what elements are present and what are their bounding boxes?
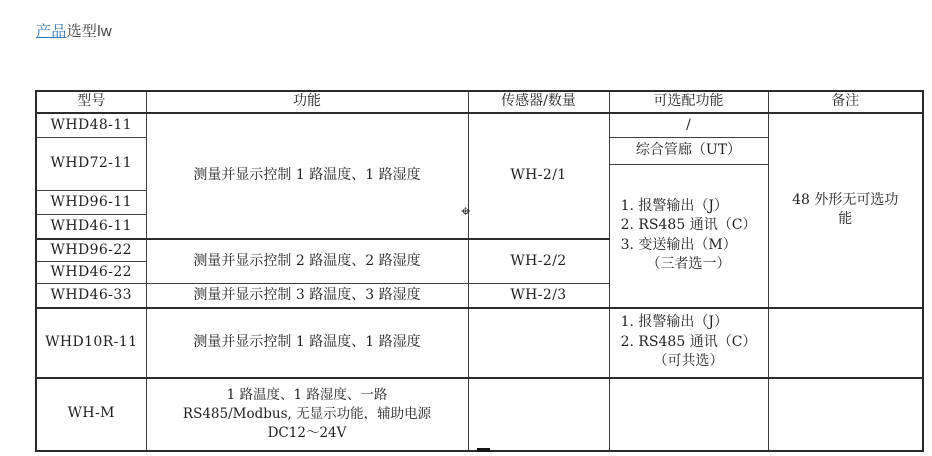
remark-text: 48 外形无可选功能 [792, 191, 899, 228]
optional-note: （三者选一） [646, 256, 731, 273]
header-model: 型号 [36, 91, 146, 113]
optional-cell-none: / [609, 113, 768, 138]
optional-cell-whd10r [609, 308, 768, 378]
function-line: DC12～24V [267, 424, 347, 441]
sensor-cell-empty [468, 378, 609, 451]
header-optional: 可选配功能 [609, 91, 768, 113]
model-cell-whd46-22: WHD46-22 [36, 262, 146, 284]
remark-cell-empty [768, 308, 923, 378]
function-cell-group3: 测量并显示控制 3 路温度、3 路湿度 [146, 284, 468, 308]
header-remark: 备注 [768, 91, 923, 113]
model-cell-wh-m: WH-M [36, 378, 146, 451]
sensor-cell-group1: WH-2/1 [468, 113, 609, 239]
header-sensor: 传感器/数量 [468, 91, 609, 113]
optional-line: 2. RS485 通讯（C） [620, 333, 757, 350]
optional-cell-tunnel: 综合管廊（UT） [609, 138, 768, 165]
sensor-cell-group3: WH-2/3 [468, 284, 609, 308]
model-cell-whd72-11: WHD72-11 [36, 138, 146, 191]
model-cell-whd46-11: WHD46-11 [36, 215, 146, 239]
text-cursor-mark [477, 448, 490, 452]
model-cell-whd46-33: WHD46-33 [36, 284, 146, 308]
table-row [36, 378, 923, 451]
page-title-rest: 选型lw [66, 23, 112, 40]
page-title [36, 20, 112, 41]
optional-cell-group [609, 165, 768, 308]
optional-line: 1. 报警输出（J） [620, 197, 728, 214]
remark-cell-group [768, 113, 923, 308]
function-cell-group2: 测量并显示控制 2 路温度、2 路湿度 [146, 239, 468, 284]
table-row [36, 308, 923, 378]
product-selection-table [35, 90, 924, 452]
optional-line: 2. RS485 通讯（C） [620, 217, 757, 234]
table-header-row [36, 91, 923, 113]
optional-line: 3. 变送输出（M） [620, 236, 737, 253]
table-row [36, 113, 923, 138]
optional-cell-empty [609, 378, 768, 451]
optional-note: （可共选） [653, 353, 724, 370]
model-cell-whd96-11: WHD96-11 [36, 191, 146, 215]
function-cell-wh-m [146, 378, 468, 451]
model-cell-whd48-11: WHD48-11 [36, 113, 146, 138]
optional-line: 1. 报警输出（J） [620, 314, 728, 331]
crosshair-cursor-icon: ⌖ [461, 202, 471, 222]
model-cell-whd96-22: WHD96-22 [36, 239, 146, 262]
function-line: RS485/Modbus, 无显示功能，辅助电源 [182, 405, 432, 422]
sensor-cell-group2: WH-2/2 [468, 239, 609, 284]
sensor-cell-empty [468, 308, 609, 378]
product-link[interactable]: 产品 [36, 23, 67, 40]
remark-cell-empty [768, 378, 923, 451]
function-line: 1 路温度、1 路湿度、一路 [226, 386, 388, 403]
function-cell-group1: 测量并显示控制 1 路温度、1 路湿度 [146, 113, 468, 239]
header-function: 功能 [146, 91, 468, 113]
model-cell-whd10r-11: WHD10R-11 [36, 308, 146, 378]
function-cell-whd10r: 测量并显示控制 1 路温度、1 路湿度 [146, 308, 468, 378]
